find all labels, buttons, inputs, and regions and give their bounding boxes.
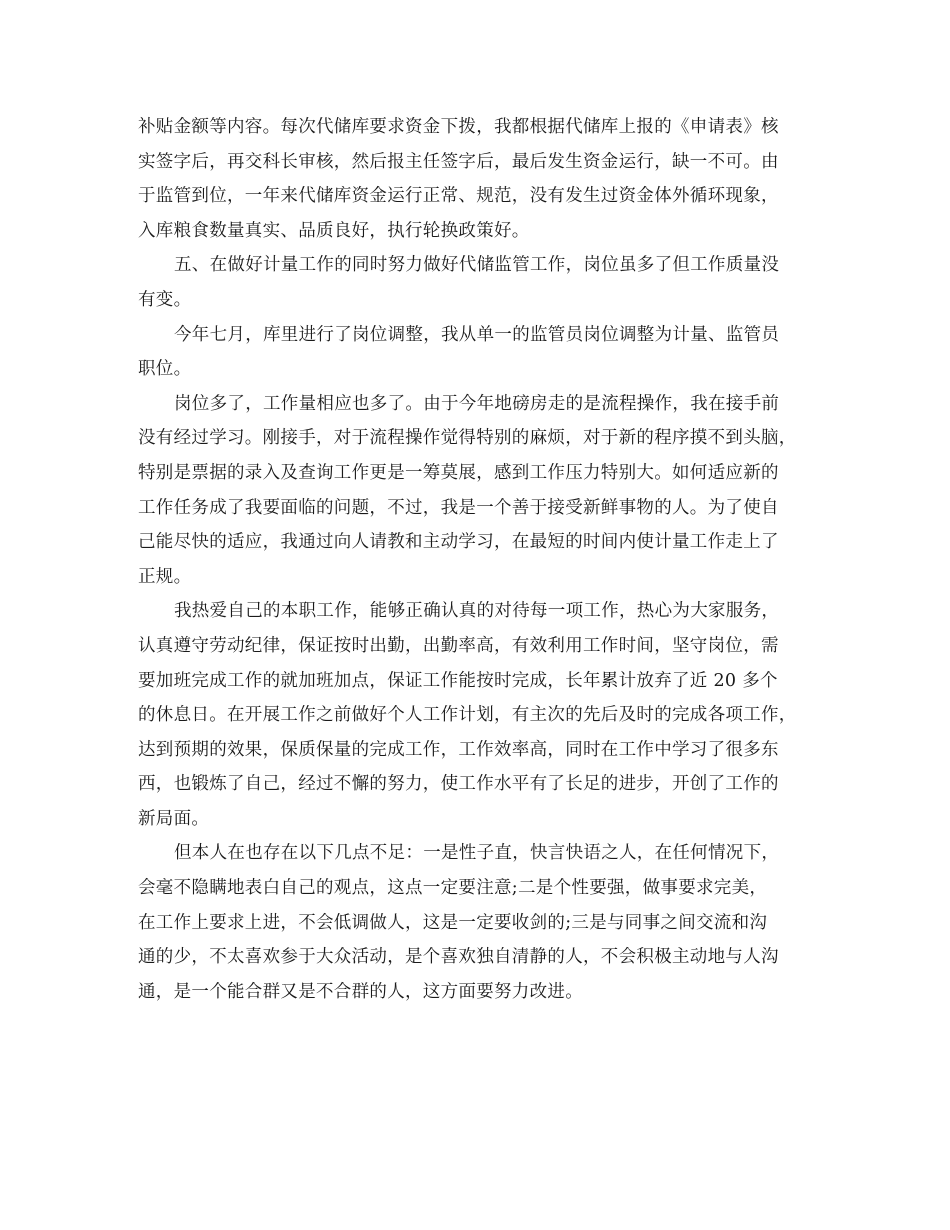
paragraph-line: 入库粮食数量真实、品质良好，执行轮换政策好。: [138, 220, 530, 241]
paragraph-line: 工作任务成了我要面临的问题，不过，我是一个善于接受新鲜事物的人。为了使自: [138, 497, 779, 518]
paragraph-line: 补贴金额等内容。每次代储库要求资金下拨，我都根据代储库上报的《申请表》核: [138, 117, 779, 137]
paragraph-line: 我热爱自己的本职工作，能够正确认真的对待每一项工作，热心为大家服务，: [174, 601, 780, 622]
paragraph-line: 西，也锻炼了自己，经过不懈的努力，使工作水平有了长足的进步，开创了工作的: [138, 774, 779, 795]
paragraph-line: 今年七月，库里进行了岗位调整，我从单一的监管员岗位调整为计量、监管员: [174, 324, 780, 345]
paragraph: [138, 387, 828, 595]
paragraph: [138, 318, 828, 387]
paragraph: [138, 594, 828, 836]
paragraph-line: 会毫不隐瞒地表白自己的观点，这点一定要注意;二是个性要强，做事要求完美，: [138, 878, 768, 899]
paragraph: [138, 836, 828, 1009]
paragraph-line: 没有经过学习。刚接手，对于流程操作觉得特别的麻烦，对于新的程序摸不到头脑，: [138, 428, 797, 449]
document-body: [138, 110, 828, 1009]
paragraph-line: 在工作上要求上进，不会低调做人，这是一定要收剑的;三是与同事之间交流和沟: [138, 912, 768, 933]
paragraph: [138, 248, 828, 317]
paragraph-line: 有变。: [138, 289, 192, 310]
paragraph-line: 于监管到位，一年来代储库资金运行正常、规范，没有发生过资金体外循环现象，: [138, 186, 779, 207]
paragraph: [138, 110, 828, 248]
paragraph-line: 职位。: [138, 359, 192, 380]
paragraph-line: 岗位多了，工作量相应也多了。由于今年地磅房走的是流程操作，我在接手前: [174, 393, 780, 414]
paragraph-line: 新局面。: [138, 808, 210, 829]
paragraph-line: 认真遵守劳动纪律，保证按时出勤，出勤率高，有效利用工作时间，坚守岗位，需: [138, 635, 779, 656]
paragraph-line: 己能尽快的适应，我通过向人请教和主动学习，在最短的时间内使计量工作走上了: [138, 532, 779, 553]
paragraph-line: 通的少，不太喜欢参于大众活动，是个喜欢独自清静的人，不会积极主动地与人沟: [138, 947, 779, 968]
paragraph-line: 特别是票据的录入及查询工作更是一筹莫展，感到工作压力特别大。如何适应新的: [138, 462, 779, 483]
paragraph-line: 但本人在也存在以下几点不足：一是性子直，快言快语之人，在任何情况下，: [174, 843, 780, 864]
paragraph-line: 通，是一个能合群又是不合群的人，这方面要努力改进。: [138, 981, 583, 1002]
paragraph-line: 的休息日。在开展工作之前做好个人工作计划，有主次的先后及时的完成各项工作，: [138, 705, 797, 726]
paragraph-line: 要加班完成工作的就加班加点，保证工作能按时完成，长年累计放弃了近 20 多个: [138, 670, 778, 691]
paragraph-line: 达到预期的效果，保质保量的完成工作，工作效率高，同时在工作中学习了很多东: [138, 739, 779, 760]
paragraph-line: 正规。: [138, 566, 192, 587]
paragraph-line: 五、在做好计量工作的同时努力做好代储监管工作，岗位虽多了但工作质量没: [174, 255, 780, 276]
paragraph-line: 实签字后，再交科长审核，然后报主任签字后，最后发生资金运行，缺一不可。由: [138, 151, 779, 172]
